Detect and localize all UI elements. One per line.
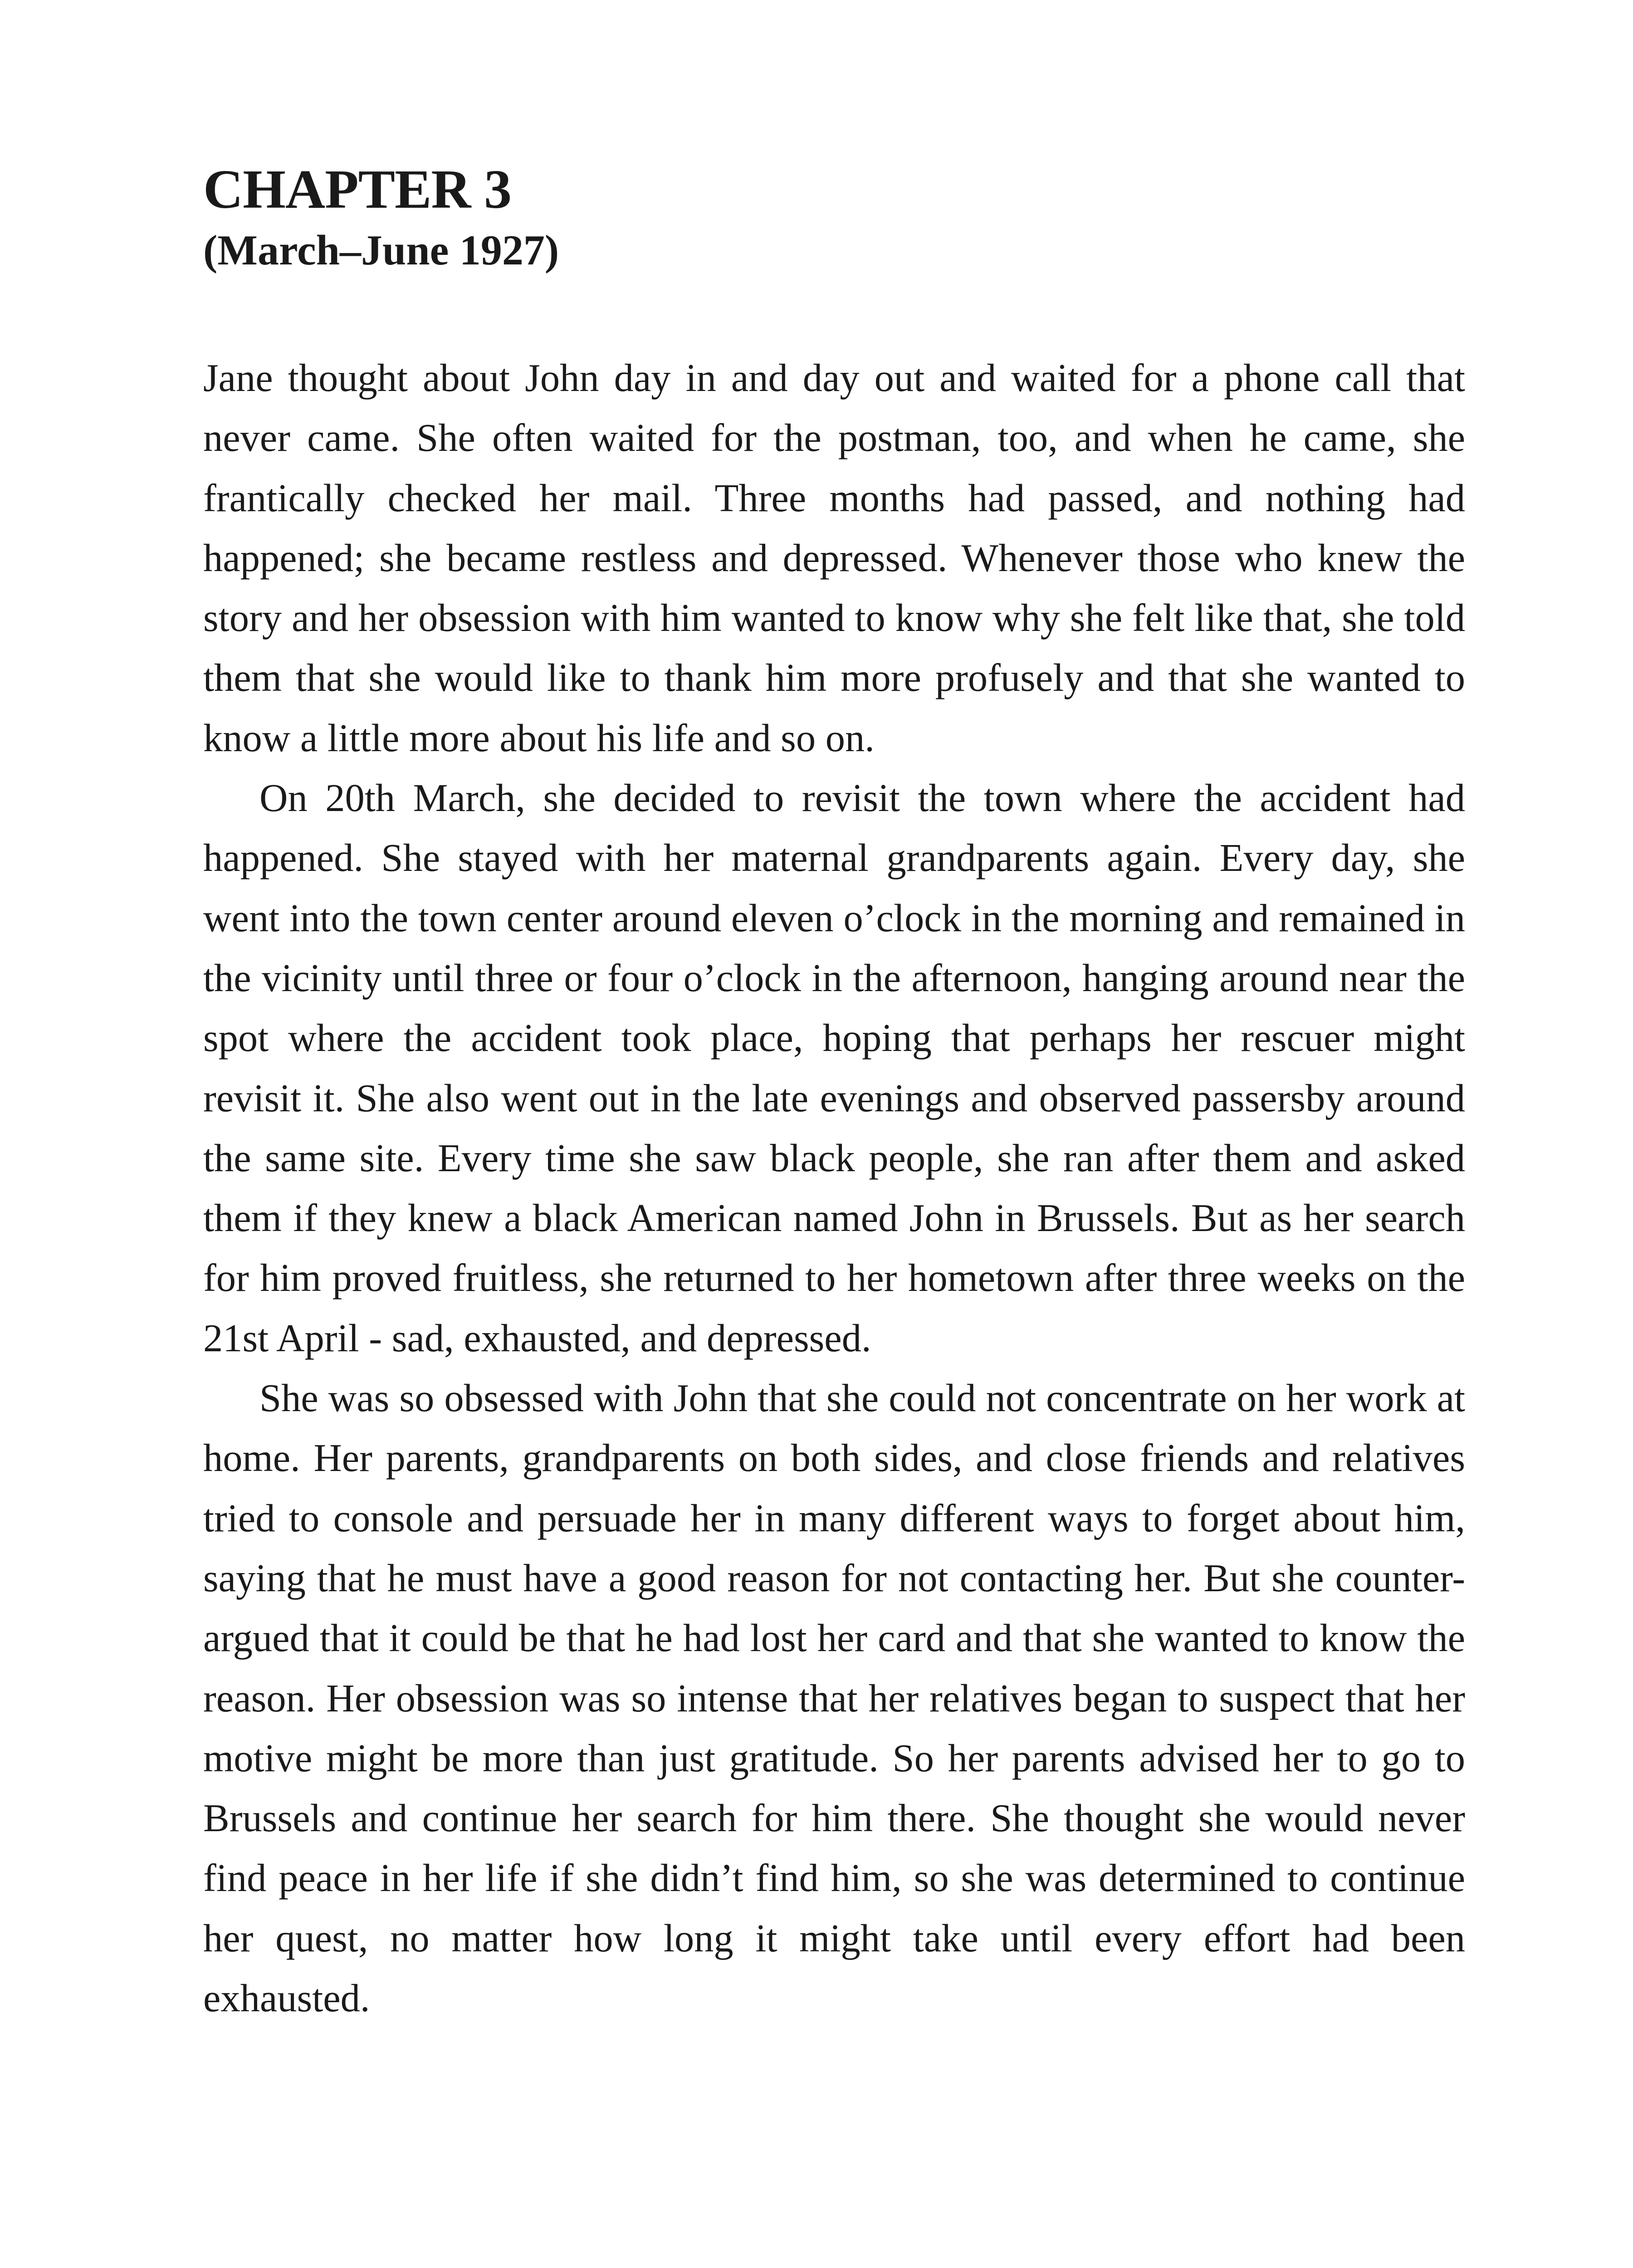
paragraph: On 20th March, she decided to revisit the town where the accident had happened. She stayed with her maternal grandparents again. Every day, she went into the town center around eleven o’clock in the morning and remained in the vicinity until three or four o’clock in the afternoon, hanging around near the spot where the accident took place, hoping that perhaps her rescuer might revisit it. She also went out in the late evenings and observed passersby around the same site. Every time she saw black people, she ran after them and asked them if they knew a black American named John in Brussels. But as her search for him proved fruitless, she returned to her hometown after three weeks on the 21st April - sad, exhausted, and depressed. — [203, 776, 1465, 1360]
chapter-subtitle: (March–June 1927) — [203, 227, 559, 274]
paragraph: Jane thought about John day in and day out and waited for a phone call that never came. She often waited for the postman, too, and when he came, she frantically checked her mail. Three months had passed, and nothing had happened; she became restless and depressed. Whenever those who knew the story and her obsession with him wanted to know why she felt like that, she told them that she would like to thank him more profusely and that she wanted to know a little more about his life and so on. — [203, 356, 1465, 760]
chapter-header — [203, 156, 1473, 279]
chapter-title: CHAPTER 3 — [203, 159, 511, 220]
paragraph: She was so obsessed with John that she could not concentrate on her work at home. Her parents, grandparents on both sides, and close friends and relatives tried to console and persuade her in many different ways to forget about him, saying that he must have a good reason for not contacting her. But she counter-argued that it could be that he had lost her card and that she wanted to know the reason. Her obsession was so intense that her relatives began to suspect that her motive might be more than just gratitude. So her parents advised her to go to Brussels and continue her search for him there. She thought she would never find peace in her life if she didn’t find him, so she was determined to continue her quest, no matter how long it might take until every effort had been exhausted. — [203, 1376, 1465, 2020]
chapter-body — [203, 348, 1465, 2028]
